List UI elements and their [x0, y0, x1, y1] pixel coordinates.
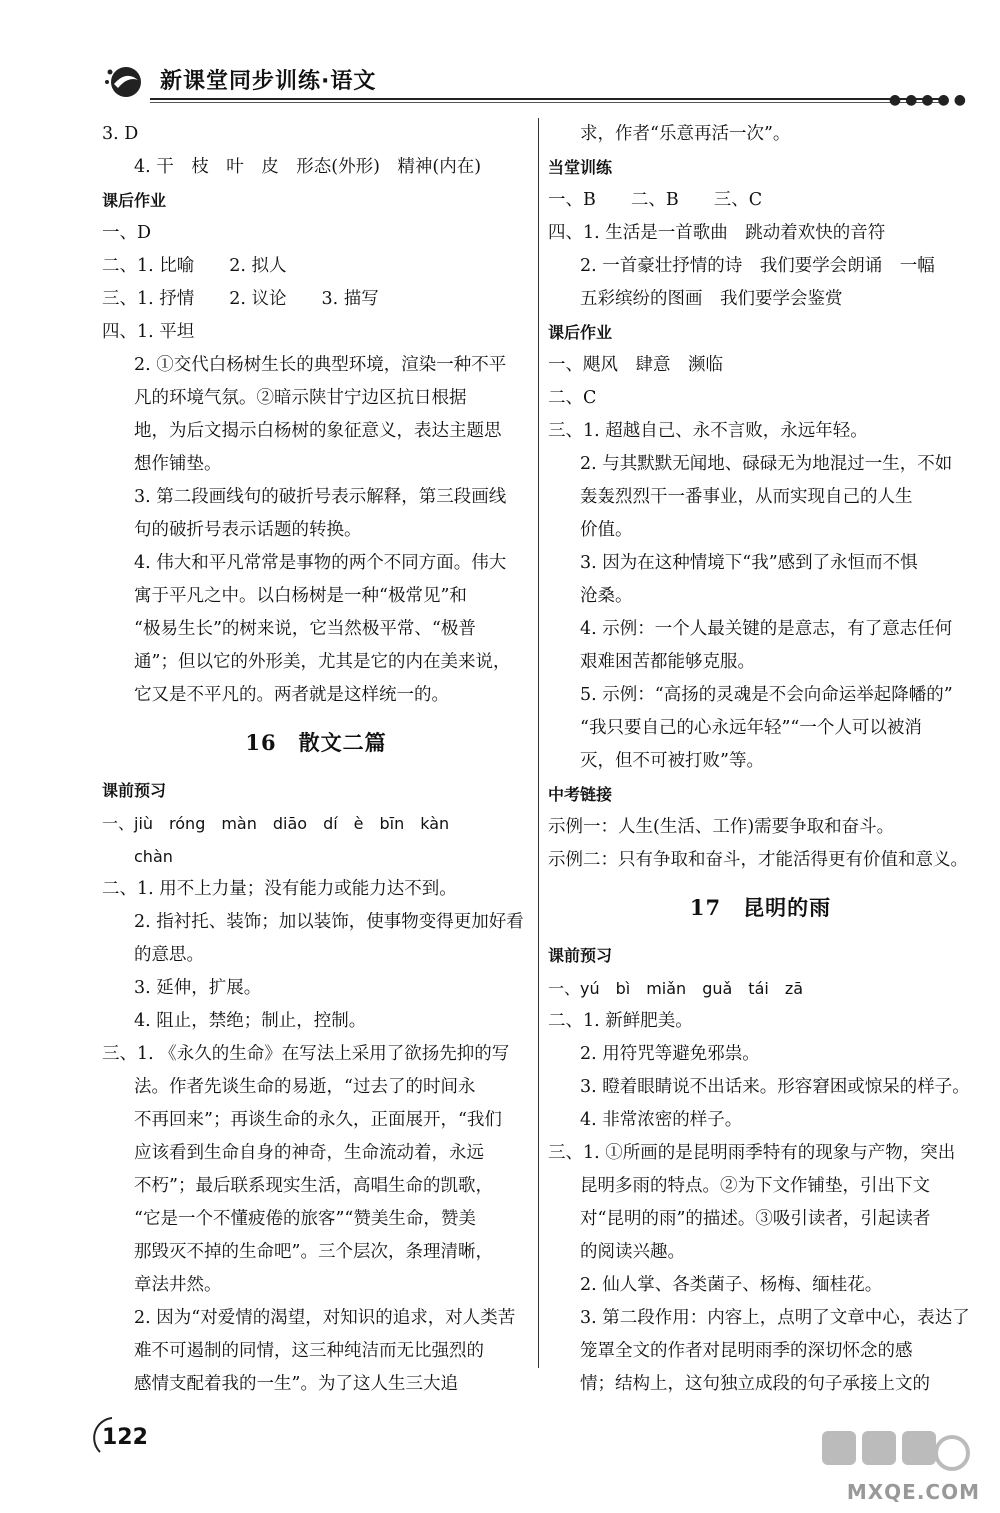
- text-line: 不朽”；最后联系现实生活，高唱生命的凯歌，: [134, 1176, 493, 1196]
- section-heading: 当堂训练: [548, 158, 613, 177]
- text-line: “极易生长”的树来说，它当然极平常、“极普: [134, 619, 476, 639]
- text-line: “我只要自己的心永远年轻”“一个人可以被消: [580, 718, 922, 738]
- header-dots: ●●●●●: [888, 92, 970, 108]
- text-line: 艰难困苦都能够克服。: [580, 652, 755, 672]
- text-line: 三、1. 抒情 2. 议论 3. 描写: [102, 289, 379, 309]
- pinyin-line: 一、jiù róng màn diāo dí è bīn kàn: [102, 814, 450, 833]
- text-line: 地，为后文揭示白杨树的象征意义，表达主题思: [134, 421, 502, 441]
- text-line: 二、C: [548, 388, 597, 408]
- column-divider: [538, 118, 539, 1368]
- watermark-text: MXQE.COM: [846, 1480, 980, 1504]
- text-line: 2. 一首豪壮抒情的诗 我们要学会朗诵 一幅: [580, 256, 935, 276]
- text-line: 凡的环境气氛。②暗示陕甘宁边区抗日根据: [134, 388, 467, 408]
- text-line: 二、1. 用不上力量；没有能力或能力达不到。: [102, 879, 457, 899]
- text-line: 一、B 二、B 三、C: [548, 190, 763, 210]
- text-line: 三、1. 超越自己、永不言败，永远年轻。: [548, 421, 868, 441]
- lesson-title: 16 散文二篇: [245, 730, 387, 755]
- left-column: [102, 118, 530, 1401]
- text-line: 它又是不平凡的。两者就是这样统一的。: [134, 685, 449, 705]
- text-line: 灭，但不可被打败”等。: [580, 751, 764, 771]
- text-line: 示例一：人生(生活、工作)需要争取和奋斗。: [548, 817, 895, 837]
- text-line: 价值。: [580, 520, 633, 540]
- section-heading: 课前预习: [102, 781, 167, 800]
- header-rule-thin: [150, 102, 940, 103]
- text-line: 通”；但以它的外形美，尤其是它的内在美来说，: [134, 652, 511, 672]
- text-line: 沧桑。: [580, 586, 633, 606]
- text-line: 一、D: [102, 223, 152, 243]
- text-line: 法。作者先谈生命的易逝，“过去了的时间永: [134, 1077, 476, 1097]
- book-logo-icon: [104, 62, 144, 102]
- text-line: 对“昆明的雨”的描述。③吸引读者，引起读者: [580, 1209, 931, 1229]
- section-heading: 课后作业: [102, 191, 167, 210]
- text-line: 不再回来”；再谈生命的永久，正面展开，“我们: [134, 1110, 502, 1130]
- text-line: 寓于平凡之中。以白杨树是一种“极常见”和: [134, 586, 467, 606]
- section-heading: 课前预习: [548, 946, 613, 965]
- text-line: 4. 阻止，禁绝；制止，控制。: [134, 1011, 367, 1031]
- text-line: 2. 仙人掌、各类菌子、杨梅、缅桂花。: [580, 1275, 883, 1295]
- text-line: 那毁灭不掉的生命吧”。三个层次，条理清晰，: [134, 1242, 493, 1262]
- text-line: 3. 第二段画线句的破折号表示解释，第三段画线: [134, 487, 507, 507]
- section-heading: 中考链接: [548, 785, 613, 804]
- header-title: 新课堂同步训练·语文: [160, 69, 377, 94]
- text-line: “它是一个不懂疲倦的旅客”“赞美生命，赞美: [134, 1209, 476, 1229]
- pinyin-line: 一、yú bì miǎn guǎ tái zā: [548, 979, 804, 998]
- text-line: 三、1. ①所画的是昆明雨季特有的现象与产物，突出: [548, 1143, 956, 1163]
- text-line: 昆明多雨的特点。②为下文作铺垫，引出下文: [580, 1176, 930, 1196]
- text-line: 情；结构上，这句独立成段的句子承接上文的: [580, 1374, 930, 1394]
- text-line: 难不可遏制的同情，这三种纯洁而无比强烈的: [134, 1341, 484, 1361]
- text-line: 4. 伟大和平凡常常是事物的两个不同方面。伟大: [134, 553, 507, 573]
- text-line: 2. 用符咒等避免邪祟。: [580, 1044, 760, 1064]
- text-line: 3. D: [102, 124, 139, 144]
- text-line: 想作铺垫。: [134, 454, 222, 474]
- text-line: 5. 示例：“高扬的灵魂是不会向命运举起降幡的”: [580, 685, 953, 705]
- page-number: 122: [102, 1425, 148, 1450]
- text-line: 2. 因为“对爱情的渴望，对知识的追求，对人类苦: [134, 1308, 516, 1328]
- text-line: 的意思。: [134, 945, 204, 965]
- text-line: 感情支配着我的一生”。为了这人生三大追: [134, 1374, 458, 1394]
- text-line: 四、1. 生活是一首歌曲 跳动着欢快的音符: [548, 223, 886, 243]
- text-line: 三、1. 《永久的生命》在写法上采用了欲扬先抑的写: [102, 1044, 510, 1064]
- right-column: [548, 118, 973, 1401]
- lesson-title: 17 昆明的雨: [689, 895, 832, 920]
- text-line: 笼罩全文的作者对昆明雨季的深切怀念的感: [580, 1341, 913, 1361]
- text-line: 4. 非常浓密的样子。: [580, 1110, 743, 1130]
- text-line: 章法井然。: [134, 1275, 222, 1295]
- text-line: 的阅读兴趣。: [580, 1242, 685, 1262]
- text-line: 4. 干 枝 叶 皮 形态(外形) 精神(内在): [134, 157, 482, 177]
- text-line: 求，作者“乐意再活一次”。: [580, 124, 791, 144]
- text-line: 轰轰烈烈干一番事业，从而实现自己的人生: [580, 487, 913, 507]
- text-line: 3. 延伸，扩展。: [134, 978, 262, 998]
- text-line: 3. 因为在这种情境下“我”感到了永恒而不惧: [580, 553, 918, 573]
- text-line: 应该看到生命自身的神奇，生命流动着，永远: [134, 1143, 484, 1163]
- text-line: 示例二：只有争取和奋斗，才能活得更有价值和意义。: [548, 850, 968, 870]
- text-line: 二、1. 新鲜肥美。: [548, 1011, 693, 1031]
- pinyin-line: chàn: [134, 847, 173, 866]
- text-line: 3. 瞪着眼睛说不出话来。形容窘困或惊呆的样子。: [580, 1077, 970, 1097]
- text-line: 二、1. 比喻 2. 拟人: [102, 256, 287, 276]
- page-header: [90, 56, 970, 106]
- text-line: 五彩缤纷的图画 我们要学会鉴赏: [580, 289, 843, 309]
- text-line: 句的破折号表示话题的转换。: [134, 520, 362, 540]
- header-rule: [150, 98, 940, 100]
- text-line: 四、1. 平坦: [102, 322, 195, 342]
- text-line: 2. ①交代白杨树生长的典型环境，渲染一种不平: [134, 355, 507, 375]
- text-line: 3. 第二段作用：内容上，点明了文章中心，表达了: [580, 1308, 970, 1328]
- text-line: 2. 与其默默无闻地、碌碌无为地混过一生，不如: [580, 454, 953, 474]
- section-heading: 课后作业: [548, 323, 613, 342]
- text-line: 2. 指衬托、装饰；加以装饰，使事物变得更加好看: [134, 912, 524, 932]
- text-line: 一、飓风 肆意 濒临: [548, 355, 723, 375]
- text-line: 4. 示例：一个人最关键的是意志，有了意志任何: [580, 619, 953, 639]
